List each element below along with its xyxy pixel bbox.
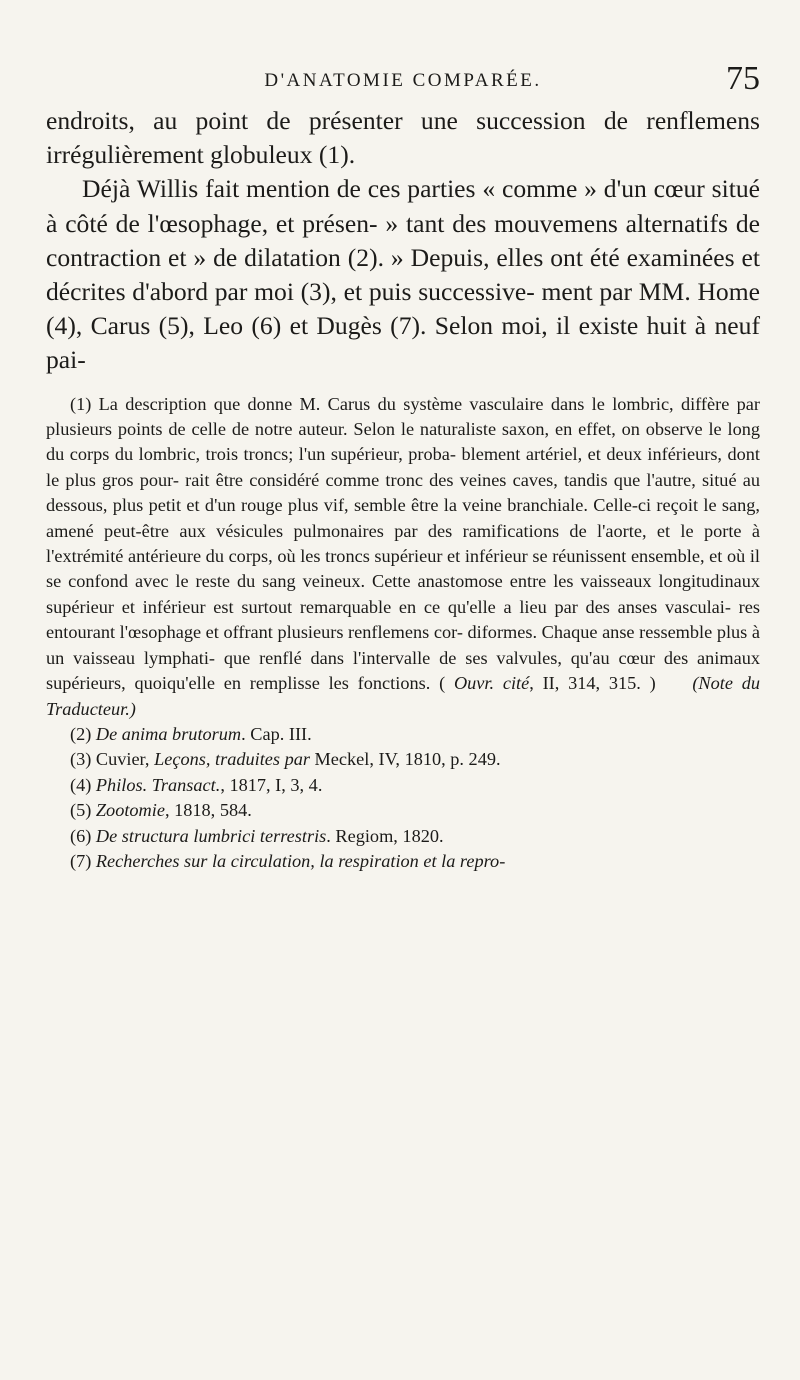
footnote-4: [46, 773, 760, 798]
footnote-6-title: De structura lumbrici terrestris: [95, 825, 327, 846]
footnote-5-title: Zootomie: [95, 800, 165, 821]
footnote-3-number: (3) Cuvier,: [70, 749, 155, 770]
footnote-5: [46, 798, 760, 823]
paragraph-1: endroits, au point de présenter une succession de renflemens irrégulièrement globuleux (1).: [46, 106, 760, 170]
page-number: 75: [726, 60, 760, 97]
running-head: [46, 56, 760, 104]
footnote-1-cite-work: Ouvr. cité: [453, 673, 530, 694]
footnote-2-rest: . Cap. III.: [241, 723, 312, 744]
footnote-4-number: (4): [70, 774, 96, 795]
footnote-6: [46, 824, 760, 849]
footnotes: [46, 392, 760, 875]
footnote-1: [46, 392, 760, 722]
footnote-4-rest: , 1817, I, 3, 4.: [220, 774, 323, 795]
footnote-3-rest: Meckel, IV, 1810, p. 249.: [309, 749, 501, 770]
footnote-5-number: (5): [70, 800, 96, 821]
footnote-7: [46, 849, 760, 874]
footnote-2: [46, 722, 760, 747]
book-page: [46, 56, 760, 874]
footnote-2-number: (2): [70, 723, 96, 744]
footnote-2-title: De anima brutorum: [95, 723, 242, 744]
footnote-3-title: Leçons, traduites par: [154, 749, 310, 770]
footnote-6-rest: . Regiom, 1820.: [326, 825, 444, 846]
footnote-5-rest: , 1818, 584.: [164, 800, 252, 821]
footnote-1-cite-open: (: [439, 673, 454, 694]
paragraph-2: Déjà Willis fait mention de ces parties « comme » d'un cœur situé à côté de l'œsophage, et présen- » tant des mouvemens alternatifs de contraction et » de dilatation (2). » Depuis, elles ont été examinées et décrites d'abord par moi (3), et puis successive- ment par MM. Home (4), Carus (5), Leo (6) et Dugès (7). Selon moi, il existe huit à neuf pai-: [46, 174, 760, 375]
footnote-6-number: (6): [70, 825, 96, 846]
footnote-1-cite-pages: , II, 314, 315. ): [529, 673, 656, 694]
footnote-7-title: Recherches sur la circulation, la respiration et la repro-: [95, 850, 506, 871]
footnote-3: [46, 747, 760, 772]
running-head-title: D'ANATOMIE COMPARÉE.: [264, 70, 542, 91]
main-text: [46, 104, 760, 378]
footnote-1-translator-note: (Note du Traducteur.): [46, 673, 760, 719]
footnote-1-text: (1) La description que donne M. Carus du système vasculaire dans le lombric, diffère par plusieurs points de celle de notre auteur. Selon le naturaliste saxon, en effet, on observe le long du corps du lombric, trois troncs; l'un supérieur, proba- blement artériel, et deux inférieurs, dont le plus gros pour- rait être considéré comme tronc des veines caves, tandis que l'autre, situé au dessous, plus petit et d'un rouge plus vif, semble être la veine branchiale. Celle-ci reçoit le sang, amené peut-être aux vésicules pulmonaires par des ramifications de l'aorte, et le porte à l'extrémité antérieure du corps, où les troncs supérieur et inférieur se réunissent ensemble, et où il se confond avec le reste du sang veineux. Cette anastomose entre les vaisseaux longitudinaux supérieur et inférieur est surtout remarquable en ce qu'elle a lieu par des anses vasculai- res entourant l'œsophage et offrant plusieurs renflemens cor- diformes. Chaque anse ressemble plus à un vaisseau lymphati- que renflé dans l'intervalle de ses valvules, qu'au cœur des animaux supérieurs, quoiqu'elle en remplisse les fonctions.: [46, 393, 760, 694]
footnote-7-number: (7): [70, 850, 96, 871]
footnote-4-title: Philos. Transact.: [95, 774, 221, 795]
